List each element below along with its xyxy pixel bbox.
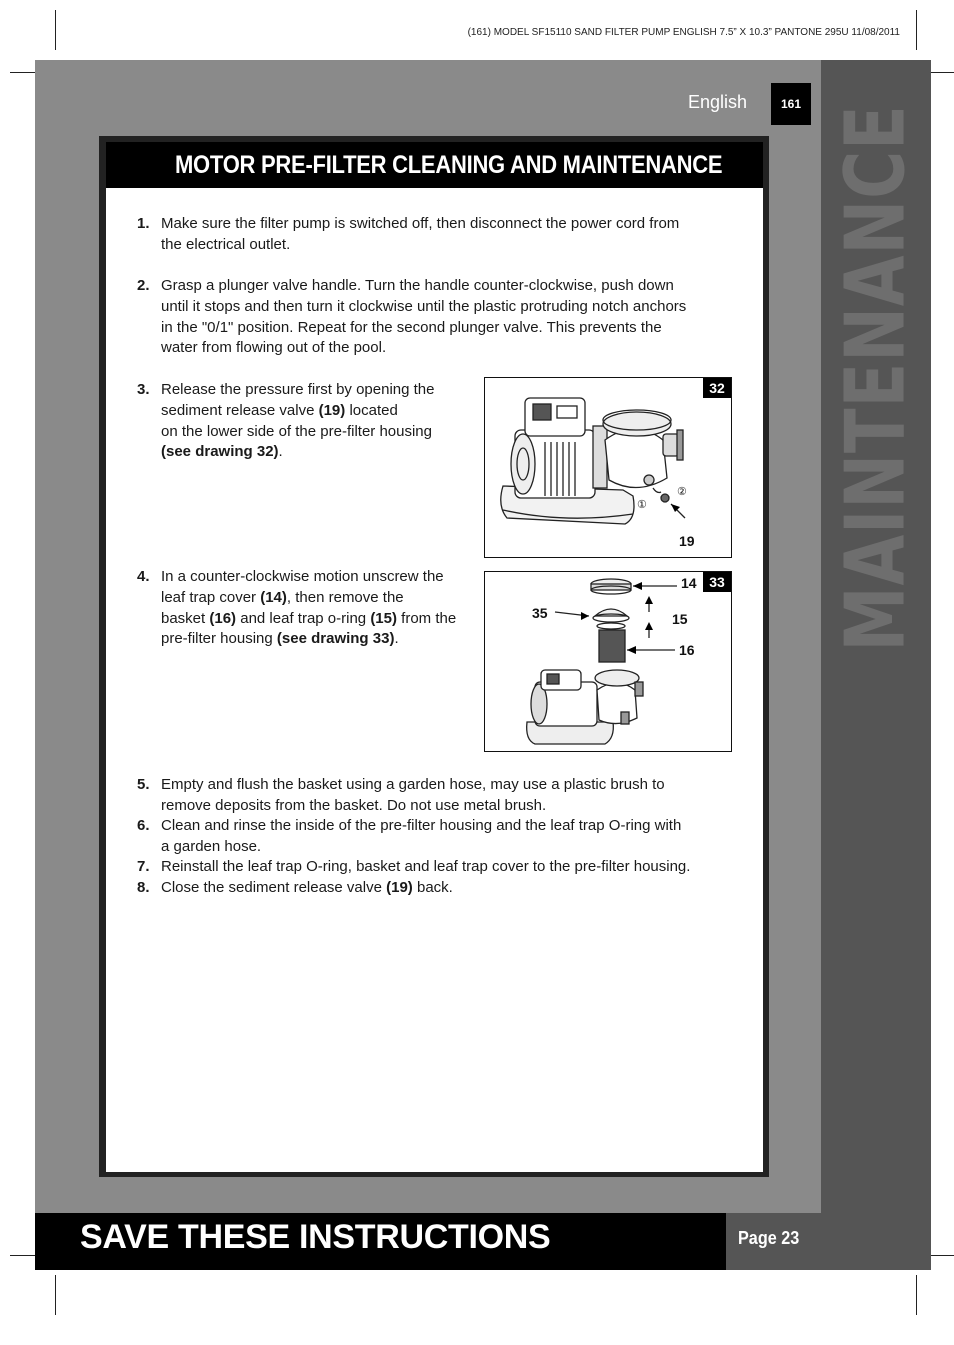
step-number: 3.	[137, 381, 150, 398]
drawing-32	[484, 377, 732, 558]
page-tab: 161	[771, 83, 811, 125]
step-number: 4.	[137, 568, 150, 585]
callout-14: 14	[681, 575, 697, 591]
page-number-box	[726, 1213, 821, 1270]
language-label: English	[688, 92, 748, 112]
crop-mark	[55, 1275, 56, 1315]
step-number: 2.	[137, 277, 150, 294]
callout-15: 15	[672, 611, 688, 627]
drawing-33	[484, 571, 732, 752]
crop-mark	[916, 1275, 917, 1315]
print-info: (161) MODEL SF15110 SAND FILTER PUMP ENGLISH 7.5” X 10.3” PANTONE 295U 11/08/2011	[467, 27, 900, 38]
section-title: MOTOR PRE-FILTER CLEANING AND MAINTENANCE	[175, 151, 723, 179]
step-text: Empty and flush the basket using a garden hose, may use a plastic brush to remove deposits from the basket. Do not use metal brush.	[161, 776, 665, 814]
step-text: Clean and rinse the inside of the pre-filter housing and the leaf trap O-ring with a garden hose.	[161, 817, 682, 855]
step-text: Reinstall the leaf trap O-ring, basket and leaf trap cover to the pre-filter housing.	[161, 858, 691, 875]
step-number: 7.	[137, 858, 150, 875]
pump-illustration	[485, 378, 731, 557]
step-text: Grasp a plunger valve handle. Turn the handle counter-clockwise, push down until it stops and then turn it clockwise until the plastic protruding notch anchors in the "0/1" position. Repeat for the second plunger valve. This prevents the water from flowing out of the pool.	[161, 277, 687, 357]
step-number: 5.	[137, 776, 150, 793]
crop-mark	[916, 10, 917, 50]
callout-2: ②	[677, 486, 687, 498]
callout-16: 16	[679, 642, 695, 658]
page-number: Page 23	[738, 1228, 800, 1248]
step-text: Close the sediment release valve (19) back.	[161, 879, 453, 896]
save-instructions-text: SAVE THESE INSTRUCTIONS	[80, 1218, 551, 1256]
footer-bar	[35, 1213, 726, 1270]
pump-exploded-illustration	[485, 572, 731, 751]
callout-1: ①	[637, 499, 647, 511]
callout-35: 35	[532, 605, 548, 621]
figure-number: 32	[703, 378, 731, 398]
step-number: 1.	[137, 215, 150, 232]
step-text: Release the pressure first by opening the sediment release valve (19) located on the lower side of the pre-filter housing (see drawing 32).	[161, 381, 435, 461]
figure-number: 33	[703, 572, 731, 592]
section-title-bar	[106, 142, 763, 188]
step-number: 8.	[137, 879, 150, 896]
step-number: 6.	[137, 817, 150, 834]
crop-mark	[55, 10, 56, 50]
step-text: Make sure the filter pump is switched off, then disconnect the power cord from the electrical outlet.	[161, 215, 680, 253]
step-text: In a counter-clockwise motion unscrew the leaf trap cover (14), then remove the basket (16) and leaf trap o-ring (15) from the pre-filter housing (see drawing 33).	[161, 568, 457, 648]
callout-19: 19	[679, 533, 695, 549]
